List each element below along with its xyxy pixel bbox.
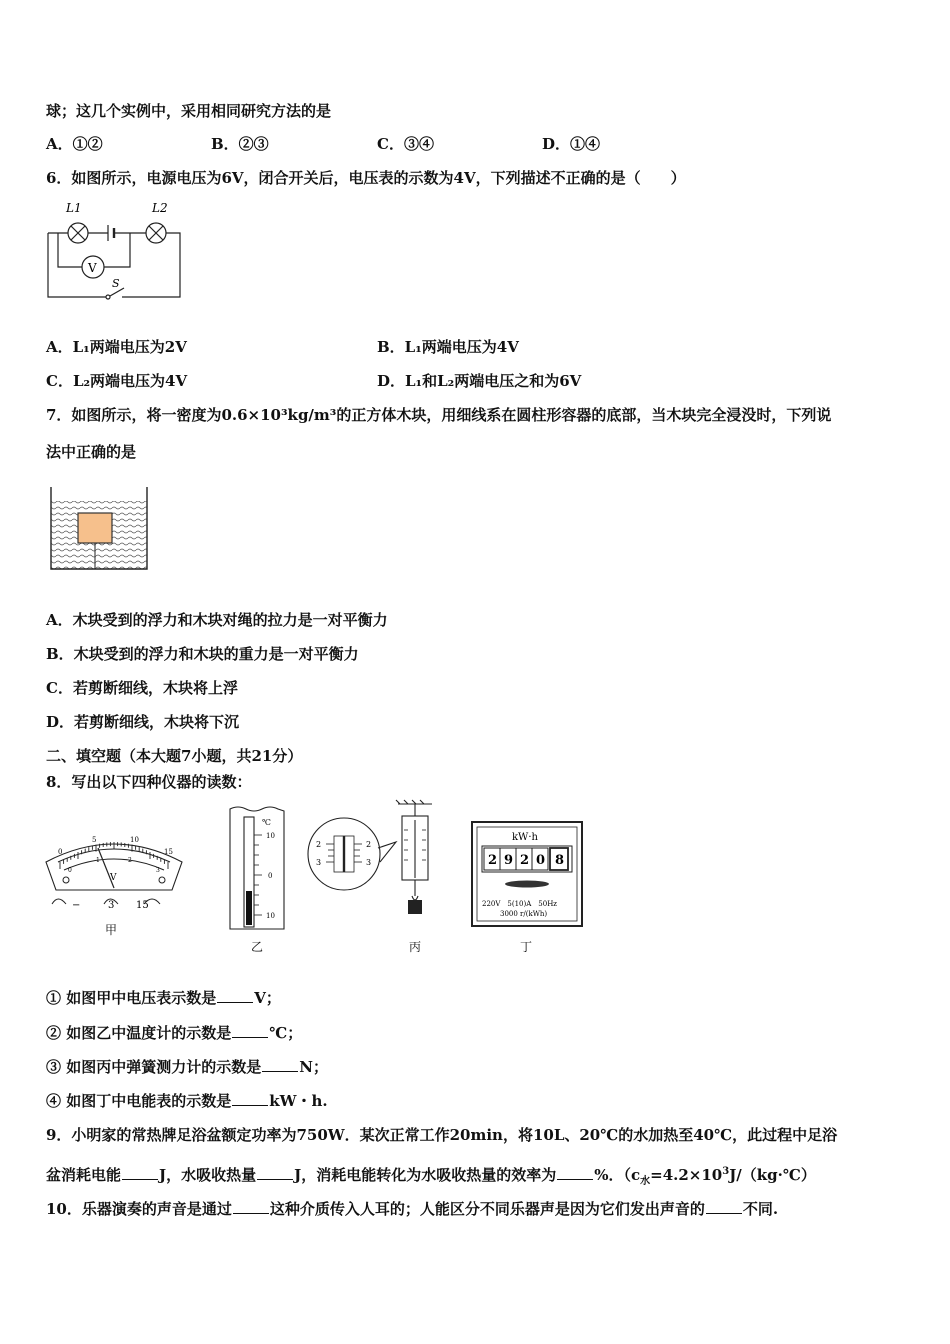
q8-item-1: ① 如图甲中电压表示数是 V；	[46, 989, 281, 1007]
q5-tail-text: 球；这几个实例中，采用相同研究方法的是	[46, 102, 332, 120]
q5-option-c: C．③④	[377, 135, 434, 153]
bing-tick-3-left: 3	[316, 858, 322, 867]
q7-option-c: C．若剪断细线，木块将上浮	[46, 679, 238, 697]
q7-option-a: A．木块受到的浮力和木块对绳的拉力是一对平衡力	[46, 611, 388, 629]
q7-option-d: D．若剪断细线，木块将下沉	[46, 713, 240, 731]
jia-terminal-3: 3	[108, 900, 115, 911]
q6-l2-label: L2	[152, 201, 168, 215]
bing-tick-2-left: 2	[316, 840, 322, 849]
q9-blank-1[interactable]	[122, 1165, 158, 1180]
yi-tick-top: 10	[266, 832, 275, 840]
q9-line2: 盆消耗电能 J，水吸收热量 J，消耗电能转化为水吸收热量的效率为 %．（$c_水=4.2\times 10^3J/(kg\cdot℃)$	[46, 1166, 816, 1187]
q9-blank-2[interactable]	[257, 1165, 293, 1180]
q8-thermometer-figure	[228, 805, 286, 930]
q5-option-d: D．①④	[542, 135, 601, 153]
q8-item-2-blank[interactable]	[232, 1023, 268, 1038]
q8-item-1-blank[interactable]	[217, 988, 253, 1003]
q8-item-4-blank[interactable]	[232, 1091, 268, 1106]
q7-wood-block	[78, 513, 112, 543]
q8-item-3: ③ 如图丙中弹簧测力计的示数是 N；	[46, 1058, 328, 1076]
q10-blank-1[interactable]	[233, 1199, 269, 1214]
bing-tick-2-right: 2	[366, 840, 372, 849]
jia-scale-bottom-3: 3	[156, 867, 160, 874]
q6-option-c: C．L₂两端电压为4V	[46, 372, 188, 390]
q8-item-2: ② 如图乙中温度计的示数是 ℃；	[46, 1024, 303, 1042]
q8-stem: 8．写出以下四种仪器的读数：	[46, 773, 252, 791]
ding-unit: kW·h	[512, 832, 538, 843]
q9-line1: 9．小明家的常热牌足浴盆额定功率为750W．某次正常工作20min，将10L、20℃的水加热至40℃，此过程中足浴	[46, 1126, 838, 1144]
q5-option-b: B．②③	[211, 135, 269, 153]
q7-container-figure	[48, 487, 150, 573]
q6-circuit-figure	[44, 195, 184, 303]
jia-scale-top-0: 0	[58, 848, 63, 856]
q8-item-3-blank[interactable]	[262, 1057, 298, 1072]
section2-title: 二、填空题（本大题7小题，共21分）	[46, 747, 303, 765]
jia-scale-bottom-2: 2	[128, 857, 132, 864]
q8-spring-scale-figure	[304, 800, 446, 934]
jia-terminal-minus: −	[72, 900, 81, 911]
ding-digit-3: 2	[520, 853, 530, 868]
ding-digit-1: 2	[488, 853, 498, 868]
jia-terminal-15: 15	[136, 900, 149, 911]
jia-scale-top-2: 10	[130, 836, 139, 844]
q6-switch-label: S	[112, 277, 120, 290]
jia-scale-top-3: 15	[164, 848, 173, 856]
ding-digit-2: 9	[504, 853, 514, 868]
yi-caption: 乙	[251, 940, 264, 954]
yi-tick-bottom: 10	[266, 912, 275, 920]
q5-option-a: A．①②	[46, 135, 103, 153]
yi-tick-zero: 0	[268, 872, 273, 880]
ding-spec-line2: 3000 r/(kWh)	[500, 910, 548, 918]
q7-stem-line1: 7．如图所示，将一密度为0.6×10³kg/m³的正方体木块，用细线系在圆柱形容器的底部，当木块完全浸没时，下列说	[46, 406, 832, 424]
jia-caption: 甲	[105, 923, 118, 937]
q8-item-4: ④ 如图丁中电能表的示数是 kW・h.	[46, 1092, 328, 1110]
yi-unit: ℃	[262, 818, 271, 827]
q6-voltmeter-label: V	[88, 261, 97, 275]
jia-scale-top-1: 5	[92, 836, 97, 844]
q7-option-b: B．木块受到的浮力和木块的重力是一对平衡力	[46, 645, 359, 663]
q8-energy-meter-figure	[470, 820, 584, 928]
q6-l1-label: L1	[66, 201, 82, 215]
q6-option-d: D．L₁和L₂两端电压之和为6V	[377, 372, 582, 390]
q10-line: 10．乐器演奏的声音是通过 这种介质传入人耳的；人能区分不同乐器声是因为它们发出声音的 不同.	[46, 1200, 779, 1218]
q8-voltmeter-figure	[44, 832, 184, 912]
q6-option-a: A．L₁两端电压为2V	[46, 338, 187, 356]
ding-digit-5: 8	[555, 853, 565, 868]
jia-voltmeter-symbol: V	[110, 873, 117, 883]
q6-stem: 6．如图所示，电源电压为6V，闭合开关后，电压表的示数为4V，下列描述不正确的是（ ）	[46, 169, 686, 187]
q7-stem-line2: 法中正确的是	[46, 443, 137, 461]
ding-caption: 丁	[520, 940, 533, 954]
jia-scale-bottom-1: 1	[96, 857, 100, 864]
jia-scale-bottom-0: 0	[68, 867, 72, 874]
q9-blank-3[interactable]	[557, 1165, 593, 1180]
ding-spec-line1: 220V 5(10)A 50Hz	[482, 900, 557, 908]
bing-tick-3-right: 3	[366, 858, 372, 867]
q10-blank-2[interactable]	[706, 1199, 742, 1214]
ding-digit-4: 0	[536, 853, 546, 868]
q6-option-b: B．L₁两端电压为4V	[377, 338, 519, 356]
bing-caption: 丙	[409, 940, 422, 954]
